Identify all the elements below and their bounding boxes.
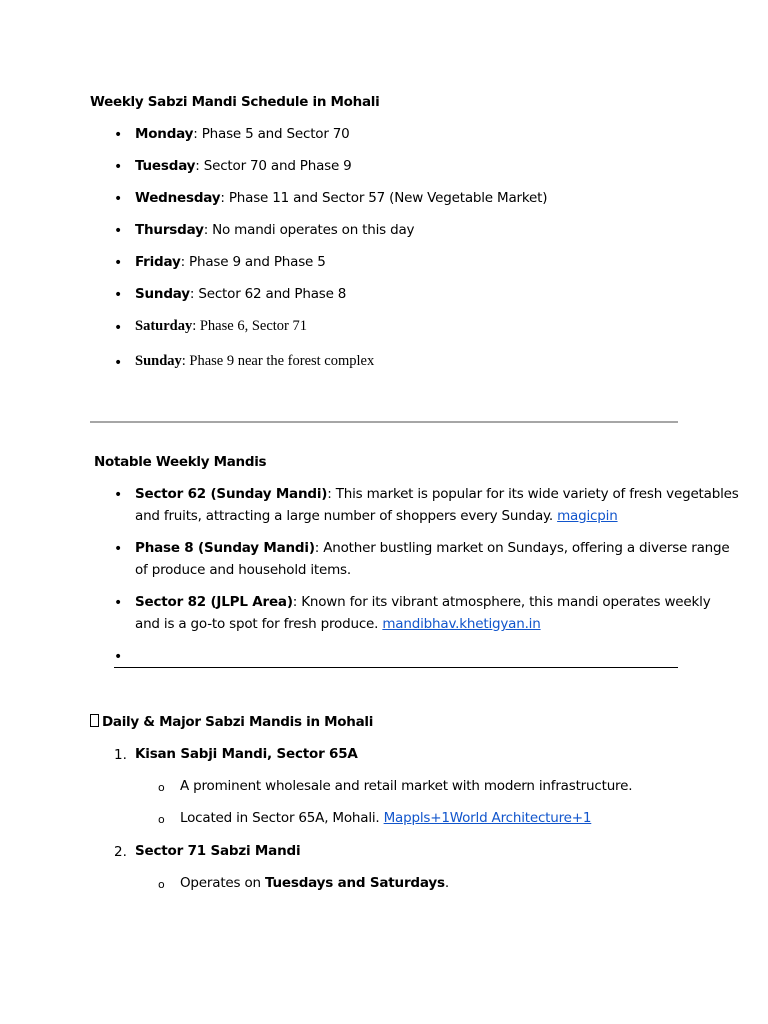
list-number: 1. (114, 747, 127, 763)
list-bullet: • (114, 595, 123, 611)
notable-mandis-heading: Notable Weekly Mandis (94, 454, 267, 470)
list-bullet: • (114, 355, 123, 371)
daily-mandis-heading (90, 714, 373, 730)
list-bullet: • (114, 541, 123, 557)
list-item (135, 126, 350, 142)
sub-bullet: o (158, 813, 165, 826)
day-text: : Phase 9 near the forest complex (181, 353, 375, 369)
list-item (135, 158, 352, 174)
source-link[interactable]: Mappls+1World Architecture+1 (383, 810, 592, 826)
mandi-description-cont: and is a go-to spot for fresh produce. (135, 616, 383, 632)
section-divider (114, 667, 678, 668)
day-text: : Sector 62 and Phase 8 (189, 286, 347, 302)
list-item (135, 190, 547, 206)
day-text: : Phase 11 and Sector 57 (New Vegetable Market) (220, 190, 548, 206)
day-text: : No mandi operates on this day (203, 222, 415, 238)
day-label: Wednesday (135, 190, 221, 206)
mandi-name: Kisan Sabji Mandi, Sector 65A (135, 746, 358, 762)
source-link[interactable]: mandibhav.khetigyan.in (382, 616, 541, 632)
day-label: Thursday (135, 222, 204, 238)
list-bullet: • (114, 127, 123, 143)
mandi-description-cont: of produce and household items. (135, 562, 351, 578)
list-bullet: • (114, 320, 123, 336)
weekly-schedule-heading: Weekly Sabzi Mandi Schedule in Mohali (90, 94, 380, 110)
schedule-end: . (444, 875, 449, 891)
list-item (135, 591, 711, 635)
list-item (135, 254, 326, 270)
day-label: Sunday (135, 353, 182, 369)
list-bullet: • (114, 487, 123, 503)
list-item (135, 483, 739, 527)
day-text: : Sector 70 and Phase 9 (195, 158, 352, 174)
list-bullet: • (114, 255, 123, 271)
mandi-description: : Another bustling market on Sundays, offering a diverse range (314, 540, 730, 556)
list-bullet: • (114, 159, 123, 175)
section-divider (90, 421, 678, 423)
mandi-description: : Known for its vibrant atmosphere, this mandi operates weekly (292, 594, 711, 610)
day-label: Friday (135, 254, 181, 270)
missing-glyph-icon (90, 714, 99, 727)
list-item (135, 222, 414, 238)
day-label: Monday (135, 126, 194, 142)
mandi-name: Sector 71 Sabzi Mandi (135, 843, 301, 859)
list-item (135, 286, 346, 302)
schedule-text: Operates on (180, 875, 265, 891)
source-link[interactable]: magicpin (557, 508, 618, 524)
list-bullet: • (114, 223, 123, 239)
mandi-description-cont: and fruits, attracting a large number of shoppers every Sunday. (135, 508, 558, 524)
daily-mandis-title: Daily & Major Sabzi Mandis in Mohali (102, 714, 374, 730)
schedule-days: Tuesdays and Saturdays (264, 875, 445, 891)
list-bullet: • (114, 649, 123, 665)
mandi-name: Sector 82 (JLPL Area) (135, 594, 293, 610)
day-text: : Phase 9 and Phase 5 (180, 254, 326, 270)
day-label: Sunday (135, 286, 190, 302)
mandi-name: Phase 8 (Sunday Mandi) (135, 540, 315, 556)
day-text: : Phase 5 and Sector 70 (193, 126, 350, 142)
location-text: Located in Sector 65A, Mohali. (180, 810, 384, 826)
sub-bullet: o (158, 781, 165, 794)
sub-list-item (180, 810, 591, 826)
list-item (135, 537, 730, 581)
list-bullet: • (114, 191, 123, 207)
sub-list-item: A prominent wholesale and retail market with modern infrastructure. (180, 778, 633, 794)
day-text: : Phase 6, Sector 71 (192, 318, 307, 334)
mandi-name: Sector 62 (Sunday Mandi) (135, 486, 328, 502)
list-number: 2. (114, 844, 127, 860)
mandi-description: : This market is popular for its wide variety of fresh vegetables (327, 486, 739, 502)
day-label: Saturday (135, 318, 193, 334)
sub-bullet: o (158, 878, 165, 891)
day-label: Tuesday (135, 158, 196, 174)
list-item (135, 353, 374, 370)
list-item (135, 318, 307, 335)
list-bullet: • (114, 287, 123, 303)
sub-list-item (180, 875, 449, 891)
